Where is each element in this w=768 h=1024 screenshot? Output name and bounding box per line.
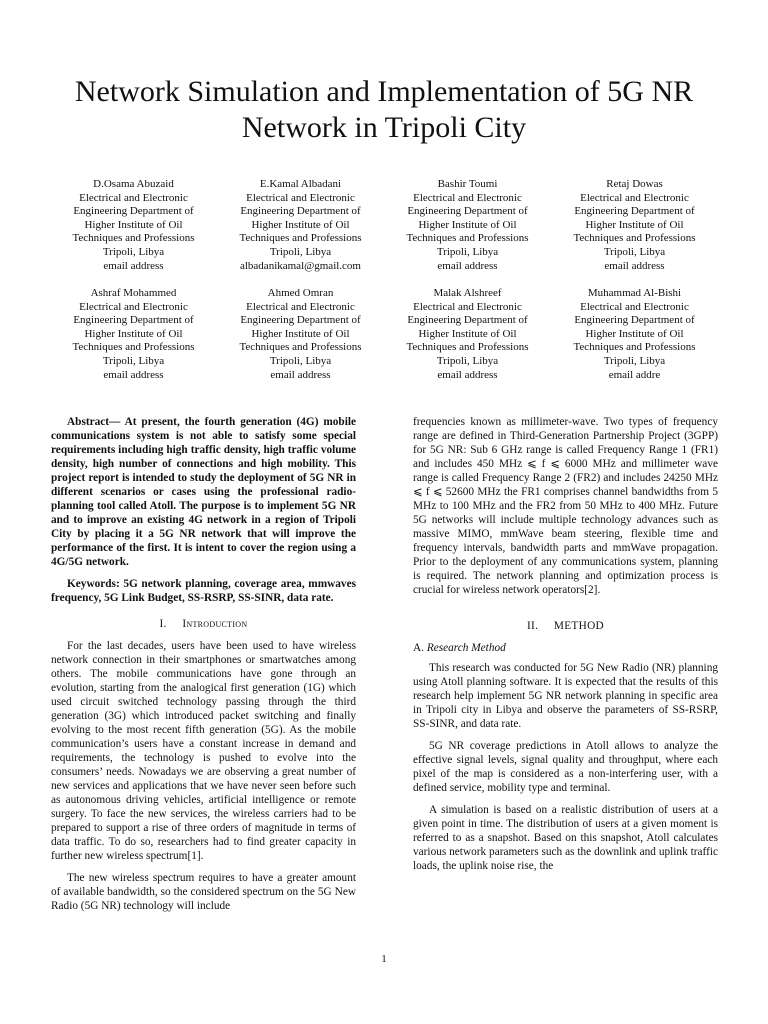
- author-affiliation: Higher Institute of Oil: [251, 327, 350, 340]
- keywords: Keywords: 5G network planning, coverage area, mmwaves frequency, 5G Link Budget, SS-RSRP, SS-SINR, data rate.: [51, 578, 356, 604]
- left-column: [51, 415, 356, 921]
- author-affiliation: Electrical and Electronic: [246, 191, 355, 204]
- author-email: email address: [604, 259, 665, 272]
- author-city: Tripoli, Libya: [436, 354, 499, 367]
- author-email: albadanikamal@gmail.com: [239, 259, 361, 272]
- paper-title: Network Simulation and Implementation of 5G NR Network in Tripoli City: [74, 75, 694, 144]
- author-email: email address: [437, 259, 498, 272]
- author-affiliation: Techniques and Professions: [573, 232, 696, 245]
- author-affiliation: Higher Institute of Oil: [585, 218, 684, 231]
- author-block: [217, 178, 384, 273]
- page-number: 1: [381, 953, 387, 965]
- section-title: METHOD: [553, 620, 604, 632]
- section-heading-introduction: [51, 617, 356, 631]
- author-email: email address: [270, 368, 331, 381]
- author-city: Tripoli, Libya: [102, 354, 165, 367]
- author-name: Muhammad Al-Bishi: [587, 287, 682, 299]
- subsection-heading-research-method: [413, 641, 718, 655]
- author-email: email addre: [608, 368, 661, 381]
- author-affiliation: Higher Institute of Oil: [84, 327, 183, 340]
- section-heading-method: [413, 619, 718, 633]
- author-affiliation: Techniques and Professions: [239, 341, 362, 354]
- author-affiliation: Engineering Department of: [73, 314, 194, 327]
- author-city: Tripoli, Libya: [269, 245, 332, 258]
- section-number: I.: [159, 618, 167, 630]
- author-name: Ahmed Omran: [267, 287, 334, 299]
- author-city: Tripoli, Libya: [436, 245, 499, 258]
- author-affiliation: Electrical and Electronic: [79, 300, 188, 313]
- author-email: email address: [437, 368, 498, 381]
- method-paragraph-2: 5G NR coverage predictions in Atoll allows to analyze the effective signal levels, signal quality and throughput, where each pixel of the map is considered as a non-interfering user, with a defined service, mobility type and terminal.: [413, 740, 718, 794]
- author-affiliation: Higher Institute of Oil: [418, 218, 517, 231]
- author-affiliation: Techniques and Professions: [239, 232, 362, 245]
- author-affiliation: Electrical and Electronic: [79, 191, 188, 204]
- subsection-label: A.: [413, 642, 424, 654]
- author-city: Tripoli, Libya: [269, 354, 332, 367]
- author-affiliation: Electrical and Electronic: [580, 300, 689, 313]
- author-name: Bashir Toumi: [437, 178, 498, 190]
- author-affiliation: Electrical and Electronic: [580, 191, 689, 204]
- author-row-2: [50, 287, 718, 382]
- author-affiliation: Techniques and Professions: [573, 341, 696, 354]
- method-paragraph-3: A simulation is based on a realistic distribution of users at a given point in time. The distribution of users at a given moment is referred to as a snapshot. Based on this snapshot, Atoll calculates various network parameters such as the downlink and uplink traffic loads, the uplink noise rise, the: [413, 804, 718, 872]
- author-city: Tripoli, Libya: [603, 245, 666, 258]
- section-title: Introduction: [182, 618, 248, 630]
- author-affiliation: Engineering Department of: [574, 314, 695, 327]
- author-affiliation: Engineering Department of: [73, 205, 194, 218]
- author-affiliation: Techniques and Professions: [72, 232, 195, 245]
- author-affiliation: Higher Institute of Oil: [251, 218, 350, 231]
- intro-paragraph-2: The new wireless spectrum requires to have a greater amount of available bandwidth, so the considered spectrum on the 5G New Radio (5G NR) technology will include: [51, 872, 356, 912]
- author-city: Tripoli, Libya: [102, 245, 165, 258]
- author-block: [50, 287, 217, 382]
- author-name: D.Osama Abuzaid: [93, 178, 174, 190]
- author-affiliation: Electrical and Electronic: [413, 300, 522, 313]
- author-affiliation: Engineering Department of: [240, 314, 361, 327]
- section-number: II.: [527, 620, 539, 632]
- author-block: [217, 287, 384, 382]
- author-name: E.Kamal Albadani: [259, 178, 342, 190]
- author-city: Tripoli, Libya: [603, 354, 666, 367]
- author-block: [551, 178, 718, 273]
- intro-paragraph-1: For the last decades, users have been used to have wireless network connection in their smartphones or smartwatches among others. The mobile communications have gone through an evolution, starting from the analogical first generation (1G) which used circuit switched technology passing through the third generation (3G) which introduced packet switching and finally evolving to the most recent fifth generation (5G). As the mobile communication’s users have a constant increase in demand and requirements, the technology is pushed to evolve into the consumers’ needs. Nowadays we are observing a great number of new services and applications that we have never seen before such as autonomous driving vehicles, artificial intelligence or remote surgery. To face the new services, the wireless carriers had to be prepared to support a rise of three orders of magnitude in terms of data traffic. To do so, researchers had to find greater capacity in further new wireless spectrum[1].: [51, 640, 356, 862]
- author-name: Ashraf Mohammed: [90, 287, 177, 299]
- author-email: email address: [103, 368, 164, 381]
- author-block: [50, 178, 217, 273]
- author-affiliation: Techniques and Professions: [72, 341, 195, 354]
- author-block: [384, 287, 551, 382]
- method-paragraph-1: This research was conducted for 5G New Radio (NR) planning using Atoll planning software. It is expected that the results of this research help implement 5G NR network planning in specific area in Tripoli city in Libya and observe the parameters of SS-RSRP, SS-SINR, and data rate.: [413, 662, 718, 730]
- author-block: [551, 287, 718, 382]
- author-affiliation: Techniques and Professions: [406, 232, 529, 245]
- right-column: [413, 415, 718, 881]
- author-block: [384, 178, 551, 273]
- author-affiliation: Higher Institute of Oil: [585, 327, 684, 340]
- author-affiliation: Engineering Department of: [407, 205, 528, 218]
- author-affiliation: Engineering Department of: [240, 205, 361, 218]
- subsection-title: Research Method: [426, 642, 506, 654]
- author-name: Retaj Dowas: [606, 178, 663, 190]
- author-affiliation: Higher Institute of Oil: [418, 327, 517, 340]
- author-affiliation: Electrical and Electronic: [246, 300, 355, 313]
- author-name: Malak Alshreef: [433, 287, 502, 299]
- author-row-1: [50, 178, 718, 273]
- author-email: email address: [103, 259, 164, 272]
- abstract: Abstract— At present, the fourth generation (4G) mobile communications system is not able to satisfy some special requirements including high traffic density, high traffic volume density, high number of connections and high mobility. This project report is intended to study the deployment of 5G NR in different scenarios or cases using the professional radio-planning tool called Atoll. The purpose is to implement 5G NR and to improve an existing 4G network in a region of Tripoli City by placing it a 5G NR network that will improve the performance of the first. It is intent to cover the region using a 4G/5G network.: [51, 416, 356, 568]
- author-affiliation: Higher Institute of Oil: [84, 218, 183, 231]
- author-affiliation: Engineering Department of: [574, 205, 695, 218]
- author-affiliation: Techniques and Professions: [406, 341, 529, 354]
- author-affiliation: Electrical and Electronic: [413, 191, 522, 204]
- intro-paragraph-continued: frequencies known as millimeter-wave. Two types of frequency range are defined in Third-Generation Partnership Project (3GPP) for 5G NR: Sub 6 GHz range is called Frequency Range 1 (FR1) and includes 450 MHz ⩽ f ⩽ 6000 MHz and millimeter wave range is called Frequency Range 2 (FR2) and includes 24250 MHz ⩽ f ⩽ 52600 MHz the FR1 comprises channel bandwidths from 5 MHz to 100 MHz and the FR2 from 50 MHz to 400 MHz. Future 5G networks will include multiple technology advances such as massive MIMO, mmWave beam steering, flexible time and frequency intervals, bandwidth parts and mmWave propagation. Prior to the deployment of any communications system, planning is required. The network planning and optimization process is crucial for wireless network operators[2].: [413, 416, 718, 596]
- author-affiliation: Engineering Department of: [407, 314, 528, 327]
